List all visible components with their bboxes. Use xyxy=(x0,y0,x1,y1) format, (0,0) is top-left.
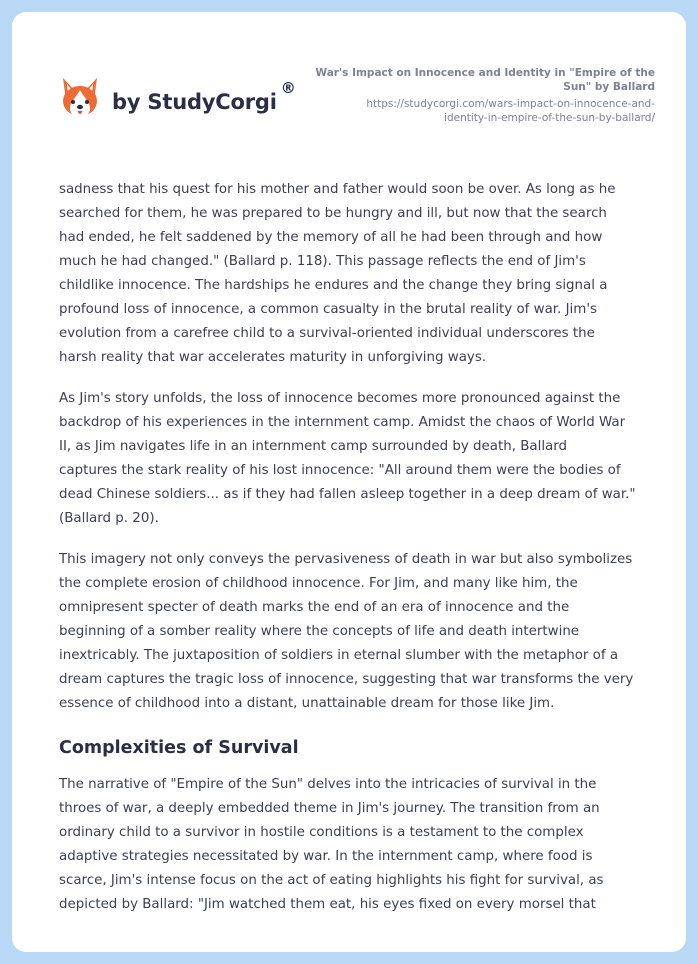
brand-name: by StudyCorgi xyxy=(112,90,277,114)
text-line: dream captures the tragic loss of innocence, suggesting that war transforms the very xyxy=(59,672,634,687)
text-line: childlike innocence. The hardships he endures and the change they bring signal a xyxy=(59,278,608,293)
text-line: ordinary child to a survivor in hostile conditions is a testament to the complex xyxy=(59,825,584,840)
text-line: essence of childhood into a distant, unattainable dream for those like Jim. xyxy=(59,696,555,711)
text-line: beginning of a somber reality where the concepts of life and death intertwine xyxy=(59,624,580,639)
document-url-line[interactable]: https://studycorgi.com/wars-impact-on-innocence-and- xyxy=(366,98,655,110)
paragraph xyxy=(59,178,659,370)
text-line: omnipresent specter of death marks the end of an era of innocence and the xyxy=(59,600,570,615)
text-line: had ended, he felt saddened by the memory of all he had been through and how xyxy=(59,230,603,245)
text-line: depicted by Ballard: "Jim watched them eat, his eyes fixed on every morsel that xyxy=(59,897,596,912)
paragraph xyxy=(59,548,659,716)
text-line: inextricably. The juxtaposition of soldiers in eternal slumber with the metaphor of a xyxy=(59,648,619,663)
text-line: searched for them, he was prepared to be hungry and ill, but now that the search xyxy=(59,206,607,221)
text-line: scarce, Jim's intense focus on the act of eating highlights his fight for survival, as xyxy=(59,873,604,888)
text-line: II, as Jim navigates life in an internment camp surrounded by death, Ballard xyxy=(59,439,568,454)
text-line: the complete erosion of childhood innocence. For Jim, and many like him, the xyxy=(59,576,578,591)
studycorgi-logo[interactable] xyxy=(60,76,296,120)
document-title-line: War's Impact on Innocence and Identity in "Empire of the xyxy=(315,67,655,79)
text-line: sadness that his quest for his mother and father would soon be over. As long as he xyxy=(59,182,616,197)
corgi-icon xyxy=(60,76,100,120)
document-page xyxy=(12,12,686,952)
text-line: throes of war, a deeply embedded theme in Jim's journey. The transition from an xyxy=(59,801,600,816)
text-line: As Jim's story unfolds, the loss of innocence becomes more pronounced against the xyxy=(59,391,621,406)
text-line: much he had changed." (Ballard p. 118). This passage reflects the end of Jim's xyxy=(59,254,586,269)
text-line: profound loss of innocence, a common casualty in the brutal reality of war. Jim's xyxy=(59,302,597,317)
document-meta xyxy=(295,66,655,125)
document-url-line[interactable]: identity-in-empire-of-the-sun-by-ballard/ xyxy=(444,112,655,124)
text-line: This imagery not only conveys the pervasiveness of death in war but also symbolizes xyxy=(59,552,633,567)
text-line: dead Chinese soldiers... as if they had fallen asleep together in a deep dream of war." xyxy=(59,487,636,502)
paragraph xyxy=(59,773,659,917)
text-line: evolution from a carefree child to a survival-oriented individual underscores the xyxy=(59,326,595,341)
article-body xyxy=(59,178,659,934)
text-line: (Ballard p. 20). xyxy=(59,511,159,526)
text-line: harsh reality that war accelerates maturity in unforgiving ways. xyxy=(59,350,487,365)
text-line: adaptive strategies necessitated by war. In the internment camp, where food is xyxy=(59,849,593,864)
document-title-line: Sun" by Ballard xyxy=(563,81,655,93)
text-line: backdrop of his experiences in the internment camp. Amidst the chaos of World War xyxy=(59,415,626,430)
page-header xyxy=(12,12,686,162)
registered-mark: ® xyxy=(280,79,296,97)
document-title xyxy=(295,66,655,94)
text-line: captures the stark reality of his lost innocence: "All around them were the bodies of xyxy=(59,463,621,478)
section-heading: Complexities of Survival xyxy=(59,738,299,758)
paragraph xyxy=(59,387,659,531)
document-url[interactable] xyxy=(295,97,655,125)
text-line: The narrative of "Empire of the Sun" delves into the intricacies of survival in the xyxy=(59,777,597,792)
